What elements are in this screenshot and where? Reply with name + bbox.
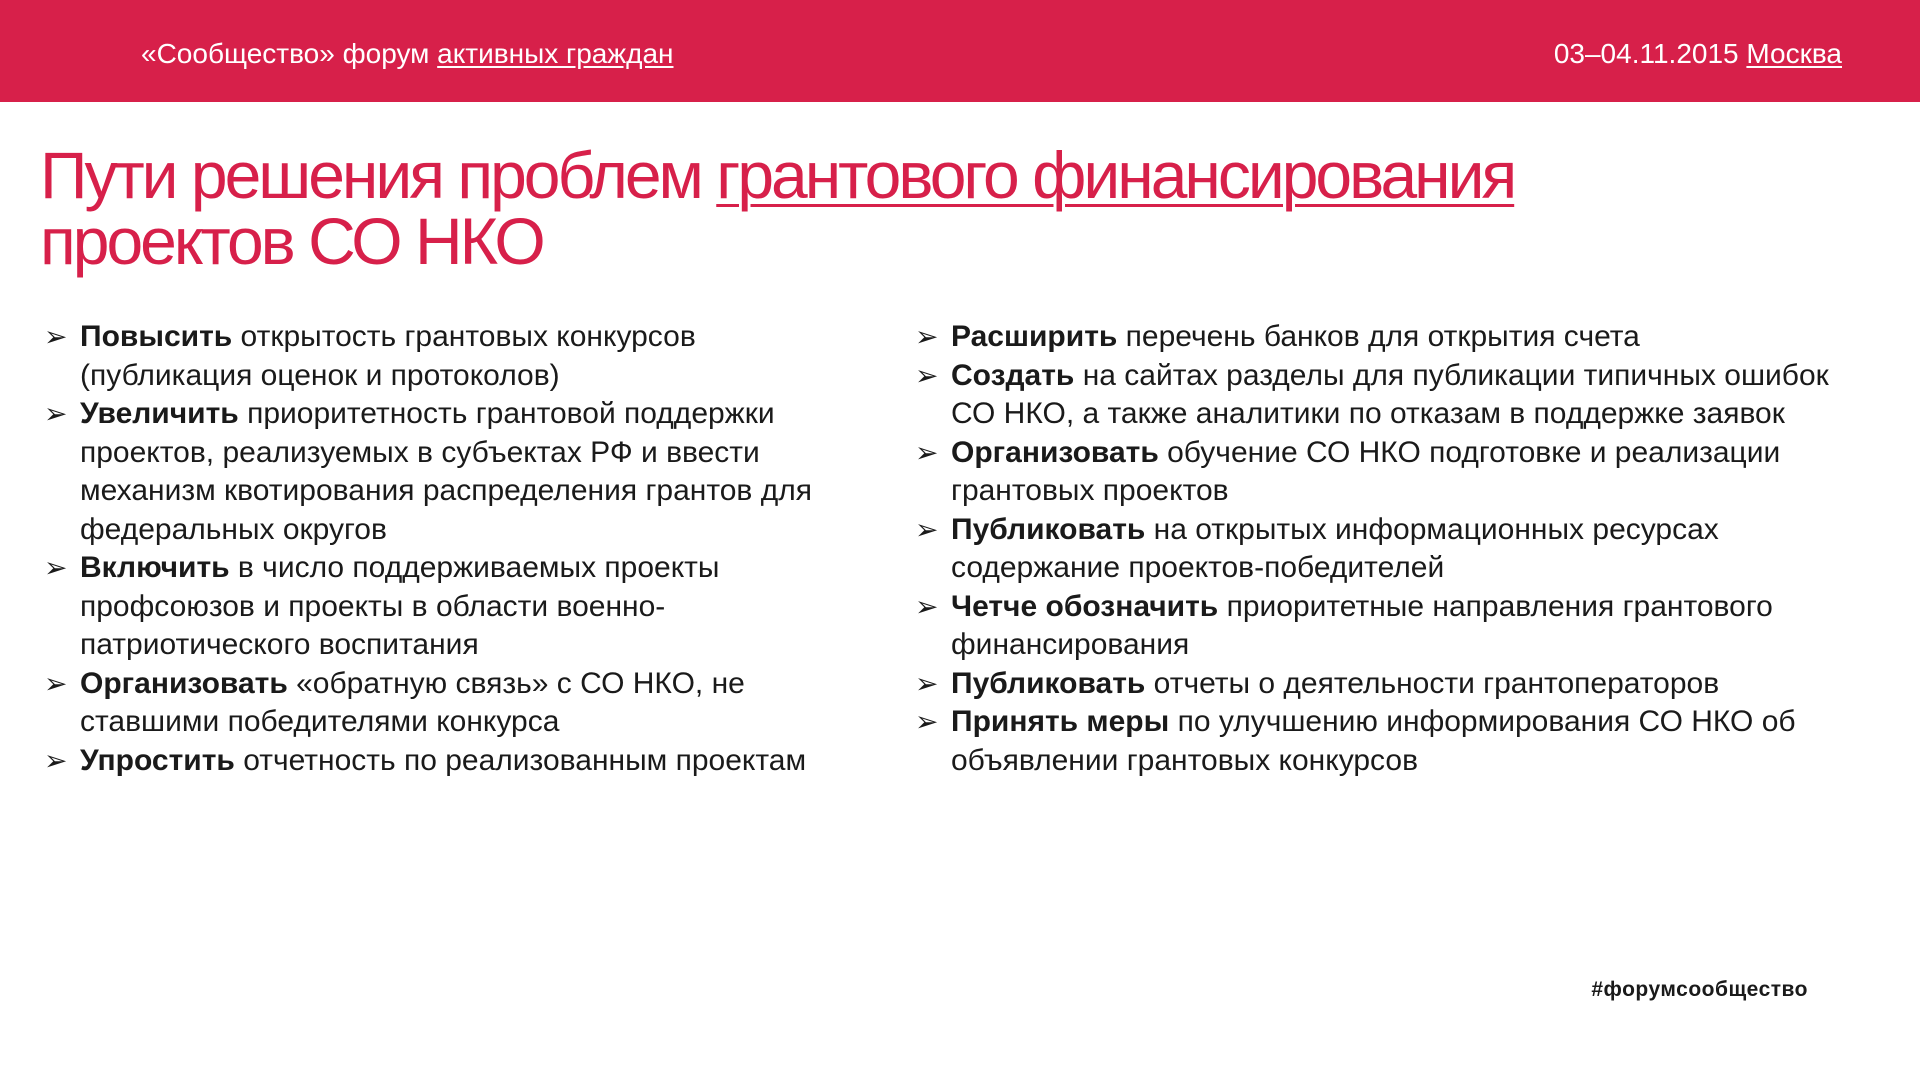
item-verb: Увеличить [80, 397, 239, 430]
item-text: перечень банков для открытия счета [1117, 320, 1640, 353]
left-bullet-list [44, 318, 824, 780]
arrow-bullet-icon: ➢ [44, 744, 68, 776]
item-verb: Повысить [80, 320, 233, 353]
list-item [915, 588, 1875, 665]
page-title [40, 138, 1540, 278]
item-text: на открытых информационных ресурсах содержание проектов-победителей [951, 512, 1719, 584]
list-item [915, 434, 1875, 511]
item-verb: Организовать [951, 435, 1159, 469]
title-part-2-underlined: грантового финансирования [716, 138, 1515, 212]
title-part-1: Пути решения проблем [40, 138, 717, 212]
item-text: приоритетность грантовой поддержки проектов, реализуемых в субъектах РФ и ввести механизм квотирования распределения грантов для федеральных округов [80, 397, 812, 546]
list-item [915, 703, 1875, 780]
item-text: на сайтах разделы для публикации типичных ошибок СО НКО, а также аналитики по отказам в поддержке заявок [951, 358, 1829, 430]
item-text: приоритетные направления грантового финансирования [951, 589, 1773, 661]
list-item [915, 318, 1875, 357]
item-text: открытость грантовых конкурсов (публикация оценок и протоколов) [80, 320, 696, 392]
item-verb: Публиковать [951, 666, 1146, 700]
arrow-bullet-icon: ➢ [44, 398, 68, 429]
arrow-bullet-icon: ➢ [44, 552, 68, 583]
arrow-bullet-icon: ➢ [915, 513, 939, 545]
item-verb: Упростить [80, 743, 235, 777]
item-verb: Публиковать [951, 512, 1146, 546]
item-text: отчетность по реализованным проектам [234, 743, 807, 777]
arrow-bullet-icon: ➢ [915, 667, 939, 699]
title-part-3: проектов СО НКО [40, 204, 543, 278]
item-verb: Создать [951, 358, 1075, 392]
list-item [915, 357, 1875, 434]
item-text: отчеты о деятельности грантоператоров [1145, 666, 1720, 700]
arrow-bullet-icon: ➢ [915, 706, 939, 737]
header-band [0, 0, 1920, 102]
item-text: в число поддерживаемых проекты профсоюзов и проекты в области военно-патриотического воспитания [80, 551, 720, 661]
item-verb: Принять меры [951, 705, 1170, 738]
item-text: обучение СО НКО подготовке и реализации грантовых проектов [951, 435, 1781, 507]
arrow-bullet-icon: ➢ [915, 436, 939, 468]
list-item [44, 742, 824, 781]
event-name-link[interactable]: активных граждан [437, 38, 674, 69]
list-item [915, 511, 1875, 588]
hashtag: #форумсообщество [1591, 978, 1808, 1001]
arrow-bullet-icon: ➢ [915, 321, 939, 352]
list-item [44, 318, 824, 395]
event-dates: 03–04.11.2015 [1553, 38, 1747, 69]
event-name-text: «Сообщество» форум [141, 38, 438, 69]
list-item [44, 665, 824, 742]
item-verb: Четче обозначить [951, 589, 1219, 623]
list-item [44, 549, 824, 665]
item-verb: Включить [80, 551, 230, 584]
list-item [44, 395, 824, 549]
right-bullet-list [915, 318, 1875, 780]
item-verb: Организовать [80, 666, 288, 700]
item-text: «обратную связь» с СО НКО, не ставшими победителями конкурса [80, 666, 745, 738]
arrow-bullet-icon: ➢ [44, 667, 68, 699]
item-text: по улучшению информирования СО НКО об объявлении грантовых конкурсов [951, 705, 1796, 777]
arrow-bullet-icon: ➢ [915, 590, 939, 622]
event-city-link[interactable]: Москва [1746, 38, 1842, 69]
item-verb: Расширить [951, 320, 1118, 353]
list-item [915, 665, 1875, 704]
event-name [141, 38, 673, 70]
event-date-location [1554, 38, 1842, 70]
arrow-bullet-icon: ➢ [44, 321, 68, 352]
arrow-bullet-icon: ➢ [915, 359, 939, 391]
